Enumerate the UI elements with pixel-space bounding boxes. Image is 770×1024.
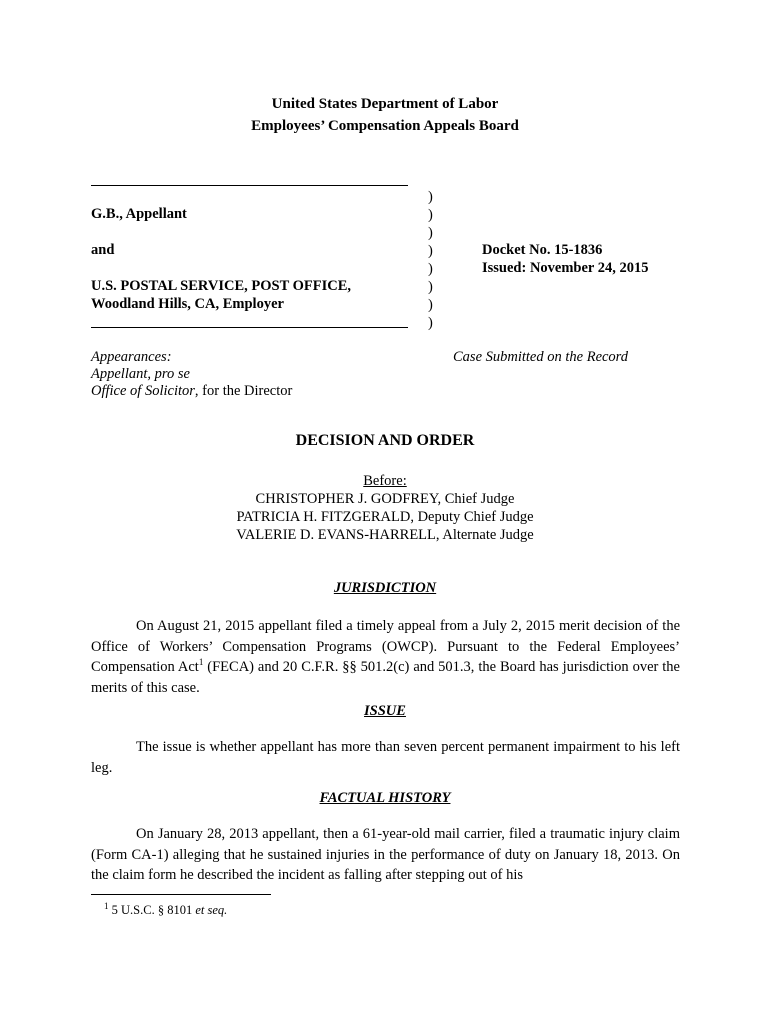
solicitor-office: Office of Solicitor (91, 383, 195, 399)
caption-paren: ) (428, 261, 433, 277)
caption-paren: ) (428, 279, 433, 295)
docket-number: Docket No. 15-1836 (482, 242, 603, 258)
footnote-text: 5 U.S.C. § 8101 (111, 903, 196, 917)
caption-paren: ) (428, 243, 433, 259)
jurisdiction-heading: JURISDICTION (333, 580, 437, 596)
footnote-et-seq: et seq. (195, 903, 228, 917)
submitted-on-record: Case Submitted on the Record (453, 349, 629, 365)
judge-chief: CHRISTOPHER J. GODFREY, Chief Judge (255, 491, 515, 507)
caption-and: and (91, 242, 115, 258)
footnote-number: 1 (104, 900, 109, 911)
issue-paragraph: The issue is whether appellant has more than seven percent permanent impairment to his left leg. (91, 739, 680, 776)
before-label: Before: (363, 473, 407, 489)
factual-history-heading: FACTUAL HISTORY (319, 790, 451, 806)
issue-heading: ISSUE (364, 703, 406, 719)
footnote (104, 900, 228, 918)
caption-paren: ) (428, 297, 433, 313)
caption-paren: ) (428, 189, 433, 205)
factual-history-paragraph: On January 28, 2013 appellant, then a 61-year-old mail carrier, filed a traumatic injury claim (Form CA-1) alleging that he sustained injuries in the performance of duty on January 18, 2013. On the claim form he described the incident as falling after stepping out of his (91, 826, 680, 883)
decision-title: DECISION AND ORDER (295, 432, 475, 449)
agency-name: United States Department of Labor (271, 96, 499, 112)
issued-date: Issued: November 24, 2015 (482, 260, 649, 276)
jurisdiction-paragraph (91, 616, 680, 698)
caption-paren: ) (428, 207, 433, 223)
judge-deputy: PATRICIA H. FITZGERALD, Deputy Chief Judge (236, 509, 534, 525)
appearances-label: Appearances: (91, 349, 172, 365)
board-name: Employees’ Compensation Appeals Board (251, 118, 519, 134)
judge-alternate: VALERIE D. EVANS-HARRELL, Alternate Judge (236, 527, 534, 543)
solicitor-role: , for the Director (194, 383, 293, 399)
jurisdiction-text-b: (FECA) and 20 C.F.R. §§ 501.2(c) and 501.3, the Board has jurisdiction over the merits of this case. (91, 659, 680, 696)
appearance-appellant: Appellant, pro se (91, 366, 190, 382)
employer-line-2: Woodland Hills, CA, Employer (91, 296, 284, 312)
caption-paren: ) (428, 225, 433, 241)
appellant-name: G.B., Appellant (91, 206, 187, 222)
caption-bottom-rule (91, 327, 408, 328)
appearance-solicitor (91, 383, 292, 400)
footnote-rule (91, 894, 271, 895)
employer-line-1: U.S. POSTAL SERVICE, POST OFFICE, (91, 278, 352, 294)
caption-paren: ) (428, 315, 433, 331)
footnote-ref[interactable]: 1 (198, 657, 204, 668)
jurisdiction-text-a: On August 21, 2015 appellant filed a timely appeal from a July 2, 2015 merit decision of the Office of Workers’ Compensation Programs (OWCP). Pursuant to the Federal Employees’ Compensation Act (91, 618, 680, 675)
caption-top-rule (91, 185, 408, 186)
